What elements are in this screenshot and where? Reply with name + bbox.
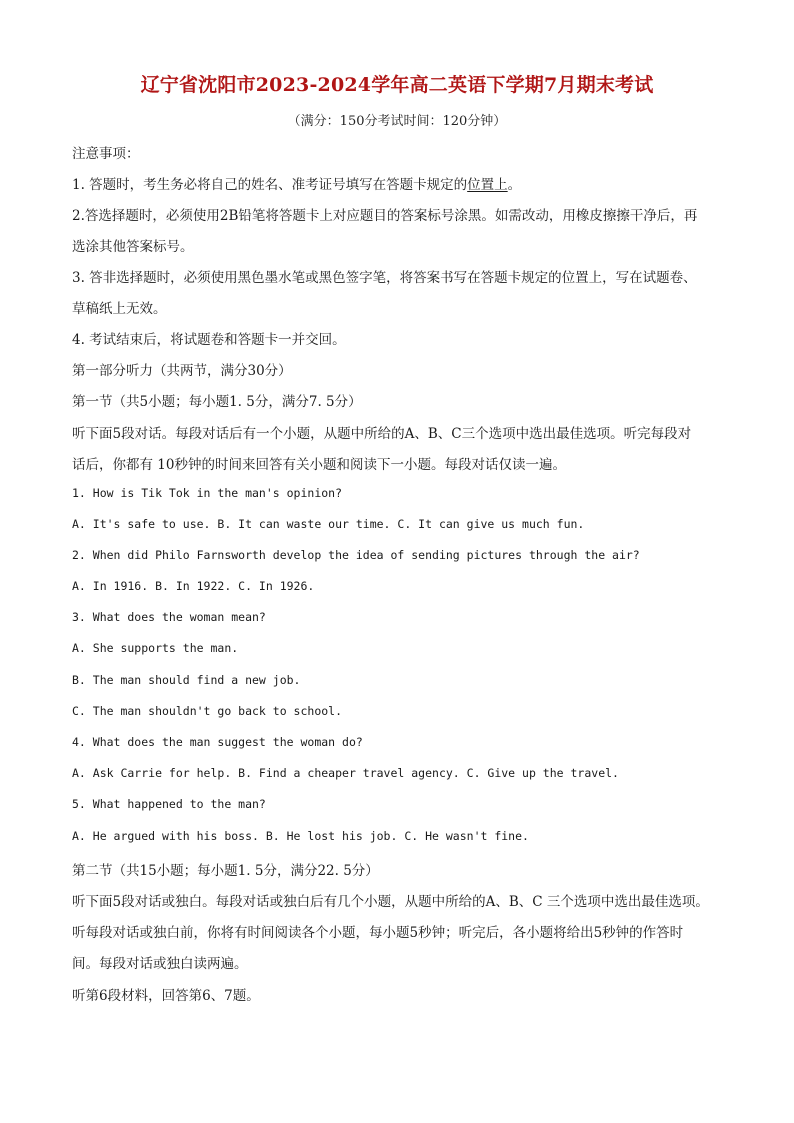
section2-instruction-line-2: 听每段对话或独白前，你将有时间阅读各个小题，每小题5秒钟；听完后，各小题将给出5秒钟的作答时 [72, 925, 684, 941]
question-5: 5. What happened to the man? [72, 797, 266, 811]
question-3-option-b: B. The man should find a new job. [72, 673, 301, 687]
note-item-3-line-2: 草稿纸上无效。 [72, 301, 167, 317]
section1-instruction-line-2: 话后，你都有 10秒钟的时间来回答有关小题和阅读下一小题。每段对话仅读一遍。 [72, 457, 566, 473]
note-item-1-underlined: 位置上 [467, 177, 508, 193]
question-2-options: A. In 1916. B. In 1922. C. In 1926. [72, 579, 315, 593]
exam-subtitle: （满分：150分考试时间：120分钟） [287, 114, 507, 129]
question-5-options: A. He argued with his boss. B. He lost his job. C. He wasn't fine. [72, 829, 529, 843]
material-6-heading: 听第6段材料，回答第6、7题。 [72, 988, 260, 1004]
section2-heading: 第二节（共15小题；每小题1. 5分，满分22. 5分） [72, 863, 379, 879]
section1-heading: 第一节（共5小题；每小题1. 5分，满分7. 5分） [72, 394, 362, 410]
question-1-options: A. It's safe to use. B. It can waste our time. C. It can give us much fun. [72, 517, 585, 531]
question-1: 1. How is Tik Tok in the man's opinion? [72, 486, 343, 500]
part1-heading: 第一部分听力（共两节，满分30分） [72, 363, 292, 379]
note-item-1-end: 。 [507, 177, 522, 193]
section1-instruction-line-1: 听下面5段对话。每段对话后有一个小题，从题中所给的A、B、C三个选项中选出最佳选项。听完每段对 [72, 426, 692, 442]
note-item-2-line-1: 2.答选择题时，必须使用2B铅笔将答题卡上对应题目的答案标号涂黑。如需改动，用橡皮擦擦干净后，再 [72, 208, 698, 224]
question-3-option-c: C. The man shouldn't go back to school. [72, 704, 343, 718]
note-item-1-text: 1. 答题时，考生务必将自己的姓名、准考证号填写在答题卡规定的 [72, 177, 468, 193]
question-4-options: A. Ask Carrie for help. B. Find a cheaper travel agency. C. Give up the travel. [72, 766, 619, 780]
note-item-2-line-2: 选涂其他答案标号。 [72, 239, 194, 255]
question-4: 4. What does the man suggest the woman do? [72, 735, 363, 749]
question-3: 3. What does the woman mean? [72, 610, 266, 624]
question-3-option-a: A. She supports the man. [72, 641, 239, 655]
section2-instruction-line-1: 听下面5段对话或独白。每段对话或独白后有几个小题，从题中所给的A、B、C 三个选项中选出最佳选项。 [72, 894, 709, 910]
note-item-3-line-1: 3. 答非选择题时，必须使用黑色墨水笔或黑色签字笔，将答案书写在答题卡规定的位置上，写在试题卷、 [72, 270, 697, 286]
note-item-4: 4. 考试结束后，将试题卷和答题卡一并交回。 [72, 332, 346, 348]
notes-heading: 注意事项： [72, 146, 140, 162]
note-item-1 [72, 173, 521, 193]
question-2: 2. When did Philo Farnsworth develop the idea of sending pictures through the air? [72, 548, 640, 562]
section2-instruction-line-3: 间。每段对话或独白读两遍。 [72, 956, 248, 972]
exam-title: 辽宁省沈阳市2023-2024学年高二英语下学期7月期末考试 [140, 74, 654, 96]
